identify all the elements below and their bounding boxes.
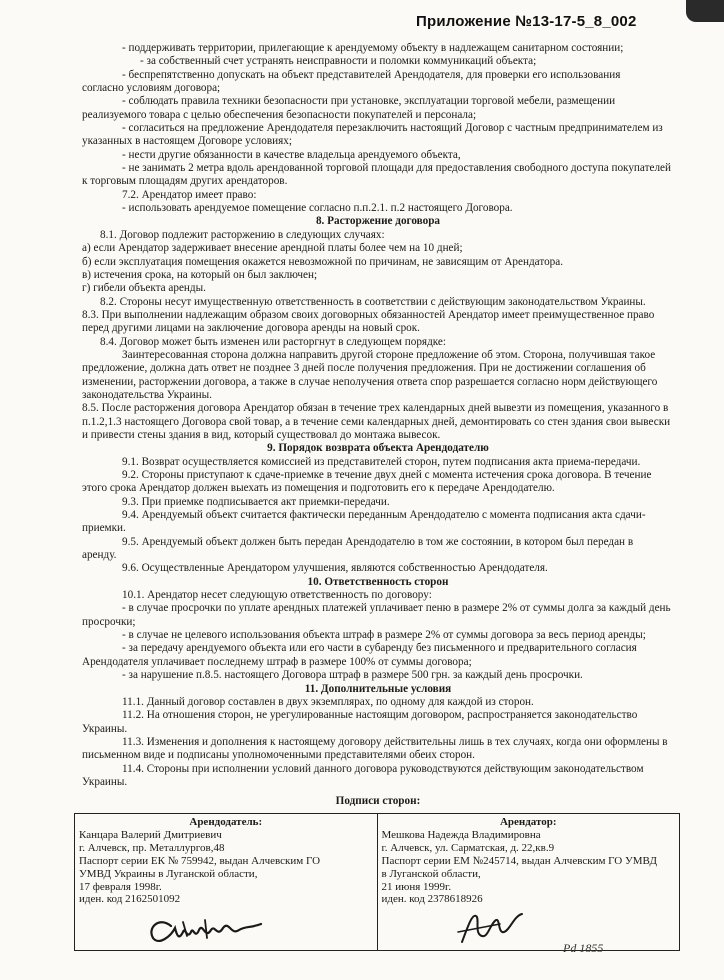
landlord-tax-id: иден. код 2162501092	[79, 893, 181, 906]
paragraph-line: перед другими лицами на заключение договора аренды на новый срок.	[82, 322, 420, 335]
landlord-name: Канцара Валерий Дмитриевич	[79, 829, 222, 842]
paragraph-line: Арендодателя уплачивает последнему штраф в размере 100% от суммы договора;	[82, 655, 472, 668]
landlord-cell	[75, 813, 378, 951]
paragraph-line: - за нарушение п.8.5. настоящего Договора штраф в размере 500 грн. за каждый день просрочки.	[122, 669, 583, 682]
paragraph-line: - не занимать 2 метра вдоль арендованной торговой площади для предоставления свободного доступа покупателей	[122, 162, 671, 175]
paragraph-line: реализуемого товара с целью обеспечения безопасности покупателей и персонала;	[82, 108, 477, 121]
paragraph-line: - за собственный счет устранять неисправности и поломки коммуникаций объекта;	[140, 55, 537, 68]
paragraph-line: 8.5. После расторжения договора Арендатор обязан в течение трех календарных дней вывезти из помещения, указанного в	[82, 402, 669, 415]
paragraph-line: 9.4. Арендуемый объект считается фактически переданным Арендодателю с момента подписания акта сдачи-	[122, 509, 646, 522]
section-heading: 11. Дополнительные условия	[304, 682, 452, 695]
paragraph-line: - согласиться на предложение Арендодателя перезаключить настоящий Договор с частным предпринимателем из	[122, 122, 663, 135]
paragraph-line: Украины.	[82, 775, 128, 788]
paragraph-line: 11.3. Изменения и дополнения к настоящему договору действительны лишь в тех случаях, когда они оформлены в	[122, 735, 668, 748]
section-10	[82, 576, 674, 683]
paragraph-line: письменном виде и подписаны уполномоченными представителями обеих сторон.	[82, 749, 475, 762]
paragraph-line: - использовать арендуемое помещение согласно п.п.2.1. п.2 настоящего Договора.	[122, 202, 513, 215]
paragraph-line: просрочки;	[82, 615, 136, 628]
paragraph-line: изменении, расторжении договора, а также в случае неполучения ответа спор разрешается согласно норм действующего	[82, 375, 658, 388]
tenant-name: Мешкова Надежда Владимировна	[381, 829, 541, 842]
landlord-signature-icon	[79, 906, 279, 950]
paragraph-line: 8.4. Договор может быть изменен или расторгнут в следующем порядке:	[100, 335, 447, 348]
paragraph-line: б) если эксплуатация помещения окажется невозможной по причинам, не зависящим от Арендатора.	[82, 255, 564, 268]
paragraph-line: к торговым площадям других арендаторов.	[82, 175, 288, 188]
tenant-cell	[377, 813, 680, 951]
paragraph-line: в) истечения срока, на который он был заключен;	[82, 268, 318, 281]
tenant-address: г. Алчевск, ул. Сарматская, д. 22,кв.9	[381, 842, 555, 855]
paragraph-line: согласно условиям договора;	[82, 82, 221, 95]
section-heading: 9. Порядок возврата объекта Арендодателю	[267, 442, 489, 455]
paragraph-line: указанных в настоящем Договоре условиях;	[82, 135, 292, 148]
paragraph-line: 9.1. Возврат осуществляется комиссией из представителей сторон, путем подписания акта приема-передачи.	[122, 455, 641, 468]
paragraph-line: Украины.	[82, 722, 128, 735]
landlord-issuer: УМВД Украины в Луганской области,	[79, 867, 258, 880]
paragraph-line: 9.5. Арендуемый объект должен быть передан Арендодателю в том же состоянии, в котором был передан в	[122, 535, 634, 548]
paragraph-line: - поддерживать территории, прилегающие к арендуемому объекту в надлежащем санитарном состоянии;	[122, 42, 624, 54]
tenant-issuer: в Луганской области,	[381, 867, 481, 880]
tenant-signature-icon	[382, 906, 582, 950]
paragraph-line: 8.2. Стороны несут имущественную ответственность в соответствии с действующим законодательством Украины.	[100, 295, 646, 308]
section-8	[82, 215, 674, 442]
section-9	[82, 442, 674, 575]
landlord-address: г. Алчевск, пр. Металлургов,48	[79, 842, 225, 855]
tenant-heading: Арендатор:	[499, 815, 557, 828]
paragraph-line: - беспрепятственно допускать на объект представителей Арендодателя, для проверки его использования	[122, 68, 621, 81]
paragraph-line: аренду.	[82, 549, 117, 562]
paragraph-line: и привести стены здания в вид, который существовал до монтажа вывесок.	[82, 428, 441, 441]
section-7-rights	[82, 189, 674, 216]
tenant-signature-area	[382, 906, 676, 950]
paragraph-line: Заинтересованная сторона должна направить другой стороне предложение об этом. Сторона, получившая такое	[122, 348, 656, 361]
tenant-tax-id: иден. код 2378618926	[381, 893, 483, 906]
section-11	[82, 683, 674, 790]
landlord-signature-area	[79, 906, 373, 950]
paragraph-line: 8.1. Договор подлежит расторжению в следующих случаях:	[100, 228, 385, 241]
paragraph-line: - в случае не целевого использования объекта штраф в размере 2% от суммы договора за весь период аренды;	[122, 629, 646, 642]
paragraph-line: г) гибели объекта аренды.	[82, 282, 206, 295]
paragraph-line: - в случае просрочки по уплате арендных платежей уплачивает пеню в размере 2% от суммы долга за каждый день	[122, 602, 671, 615]
paragraph-line: - соблюдать правила техники безопасности при установке, эксплуатации торговой мебели, размещении	[122, 95, 616, 108]
paragraph-line: 10.1. Арендатор несет следующую ответственность по договору:	[122, 589, 432, 602]
signatures-heading: Подписи сторон:	[335, 795, 421, 808]
section-7-duties	[82, 42, 674, 189]
paragraph-line: приемки.	[82, 522, 126, 535]
landlord-passport: Паспорт серии ЕК № 759942, выдан Алчевским ГО	[79, 854, 321, 867]
paragraph-line: 11.1. Данный договор составлен в двух экземплярах, по одному для каждой из сторон.	[122, 695, 534, 708]
paragraph-line: п.1.2,1.3 настоящего Договора свой товар, а в течение семи календарных дней, демонтировать со стен здания свои вывески	[82, 415, 671, 428]
paragraph-line: 9.2. Стороны приступают к сдаче-приемке в течение двух дней с момента истечения срока договора. В течение	[122, 469, 652, 481]
section-heading: 10. Ответственность сторон	[307, 575, 449, 588]
archive-number: Рd 1855	[563, 941, 604, 955]
paragraph-line: 11.4. Стороны при исполнении условий данного договора руководствуются действующим законодательством	[122, 762, 644, 775]
paragraph-line: этого срока Арендатор должен выехать из помещения и подготовить его к передаче Арендодателю.	[82, 482, 555, 495]
section-heading: 8. Расторжение договора	[315, 215, 441, 228]
paragraph-line: 7.2. Арендатор имеет право:	[122, 188, 257, 201]
tenant-passport: Паспорт серии ЕМ №245714, выдан Алчевским ГО УМВД	[381, 854, 657, 867]
landlord-heading: Арендодатель:	[189, 815, 263, 828]
paragraph-line: - за передачу арендуемого объекта или его части в субаренду без письменного и предварительного согласия	[122, 642, 637, 655]
paragraph-line: 9.6. Осуществленные Арендатором улучшения, являются собственностью Арендодателя.	[122, 562, 548, 575]
paragraph-line: а) если Арендатор задерживает внесение арендной платы более чем на 10 дней;	[82, 242, 463, 255]
paragraph-line: 8.3. При выполнении надлежащим образом своих договорных обязанностей Арендатор имеет преимущественное право	[82, 308, 655, 321]
landlord-issue-date: 17 февраля 1998г.	[79, 880, 162, 893]
appendix-stamp: Приложение №13-17-5_8_002	[416, 13, 637, 30]
paragraph-line: 11.2. На отношения сторон, не урегулированные настоящим договором, распространяется законодательство	[122, 709, 638, 722]
signatures-table	[74, 813, 680, 952]
tenant-issue-date: 21 июня 1999г.	[381, 880, 452, 893]
paragraph-line: законодательства Украины.	[82, 388, 212, 401]
scan-edge-mark	[686, 0, 724, 22]
paragraph-line: - нести другие обязанности в качестве владельца арендуемого объекта,	[122, 148, 461, 161]
paragraph-line: 9.3. При приемке подписывается акт приемки-передачи.	[122, 495, 390, 508]
paragraph-line: предложение, должна дать ответ не позднее 3 дней после получения предложения. При не достижении соглашения об	[82, 362, 646, 375]
